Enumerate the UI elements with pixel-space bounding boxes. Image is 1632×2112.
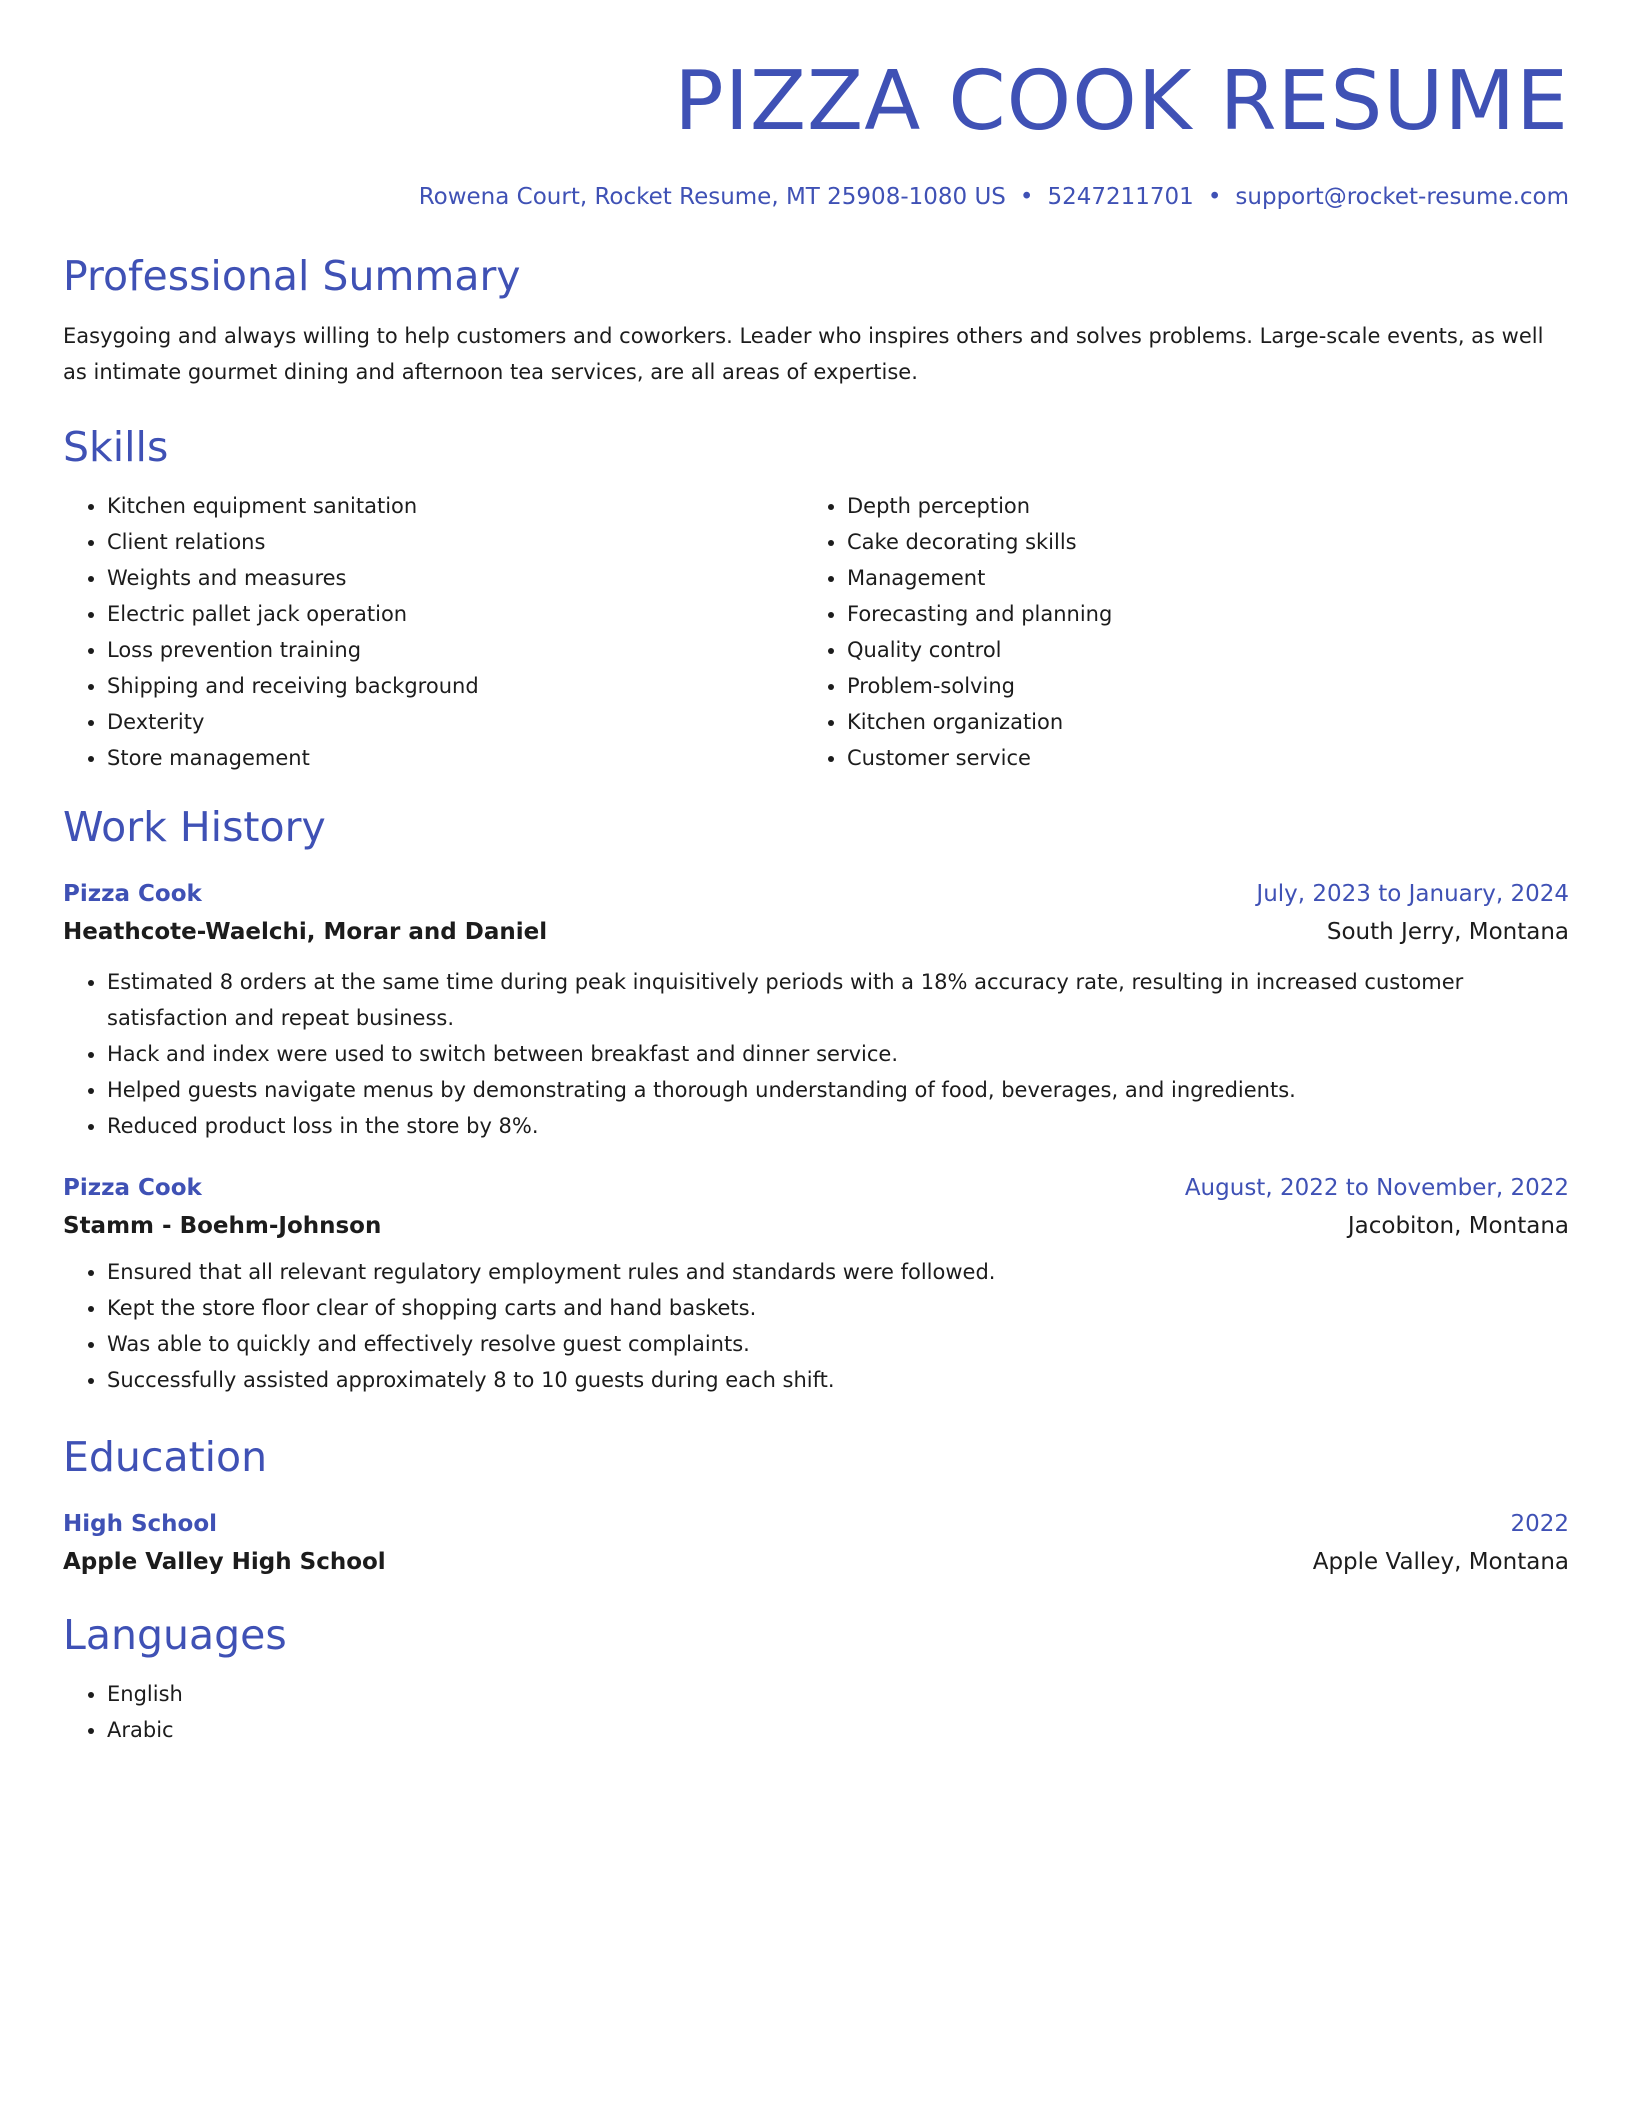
job-title: Pizza Cook [63,1175,202,1201]
education-year: 2022 [1510,1511,1569,1537]
skill-item: • Loss prevention training [107,632,803,668]
skill-item: • Store management [107,740,803,776]
skills-heading: Skills [63,423,169,471]
skill-item: • Kitchen organization [847,704,1543,740]
job-location: South Jerry, Montana [1326,919,1569,945]
skill-item: • Weights and measures [107,560,803,596]
work-history-heading: Work History [63,803,326,851]
job-entry [63,878,1569,1144]
education-location: Apple Valley, Montana [1312,1549,1569,1575]
contact-address: Rowena Court, Rocket Resume, MT 25908-1080 US [418,184,1006,210]
job-employer: Stamm - Boehm-Johnson [63,1213,382,1239]
contact-separator: • [1207,184,1222,210]
job-bullet: • Kept the store floor clear of shopping carts and hand baskets. [107,1290,1569,1326]
skill-item: • Quality control [847,632,1543,668]
job-bullet: • Successfully assisted approximately 8 to 10 guests during each shift. [107,1362,1569,1398]
job-employer: Heathcote-Waelchi, Morar and Daniel [63,919,548,945]
job-bullets [63,964,1569,1144]
education-heading: Education [63,1433,268,1481]
education-entry [63,1508,1569,1578]
skills-grid [63,488,1569,776]
skill-item: • Problem-solving [847,668,1543,704]
skill-item: • Forecasting and planning [847,596,1543,632]
job-bullets [63,1254,1569,1398]
skill-item: • Kitchen equipment sanitation [107,488,803,524]
skill-item: • Customer service [847,740,1543,776]
job-header-row [63,878,1569,910]
skill-item: • Shipping and receiving background [107,668,803,704]
contact-line [63,181,1569,213]
contact-email: support@rocket-resume.com [1235,184,1569,210]
education-header-row [63,1508,1569,1540]
job-employer-row [63,1210,1569,1242]
contact-separator: • [1019,184,1034,210]
job-dates: July, 2023 to January, 2024 [1256,881,1569,907]
contact-phone: 5247211701 [1047,184,1194,210]
summary-heading: Professional Summary [63,252,521,300]
language-item: • English [107,1676,1569,1712]
skill-item: • Dexterity [107,704,803,740]
job-header-row [63,1172,1569,1204]
skill-item: • Client relations [107,524,803,560]
job-bullet: • Estimated 8 orders at the same time during peak inquisitively periods with a 18% accuracy rate, resulting in increased customer satisfaction and repeat business. [107,964,1569,1036]
job-bullet: • Reduced product loss in the store by 8%. [107,1108,1569,1144]
job-employer-row [63,916,1569,948]
skills-list-right [803,488,1543,776]
job-bullet: • Helped guests navigate menus by demonstrating a thorough understanding of food, beverages, and ingredients. [107,1072,1569,1108]
job-bullet: • Was able to quickly and effectively resolve guest complaints. [107,1326,1569,1362]
language-item: • Arabic [107,1712,1569,1748]
skill-item: • Electric pallet jack operation [107,596,803,632]
skills-list-left [63,488,803,776]
job-location: Jacobiton, Montana [1347,1213,1569,1239]
languages-list [63,1676,1569,1748]
education-school: Apple Valley High School [63,1549,386,1575]
summary-text: Easygoing and always willing to help customers and coworkers. Leader who inspires others and solves problems. Large-scale events, as well as intimate gourmet dining and afternoon tea services, are all areas of expertise. [63,324,1544,384]
job-bullet: • Ensured that all relevant regulatory employment rules and standards were followed. [107,1254,1569,1290]
job-dates: August, 2022 to November, 2022 [1184,1175,1569,1201]
job-title: Pizza Cook [63,881,202,907]
skill-item: • Management [847,560,1543,596]
education-degree: High School [63,1511,218,1537]
skill-item: • Cake decorating skills [847,524,1543,560]
resume-title: PIZZA COOK RESUME [674,54,1569,149]
languages-heading: Languages [63,1611,287,1659]
job-entry [63,1172,1569,1398]
education-school-row [63,1546,1569,1578]
job-bullet: • Hack and index were used to switch between breakfast and dinner service. [107,1036,1569,1072]
skill-item: • Depth perception [847,488,1543,524]
